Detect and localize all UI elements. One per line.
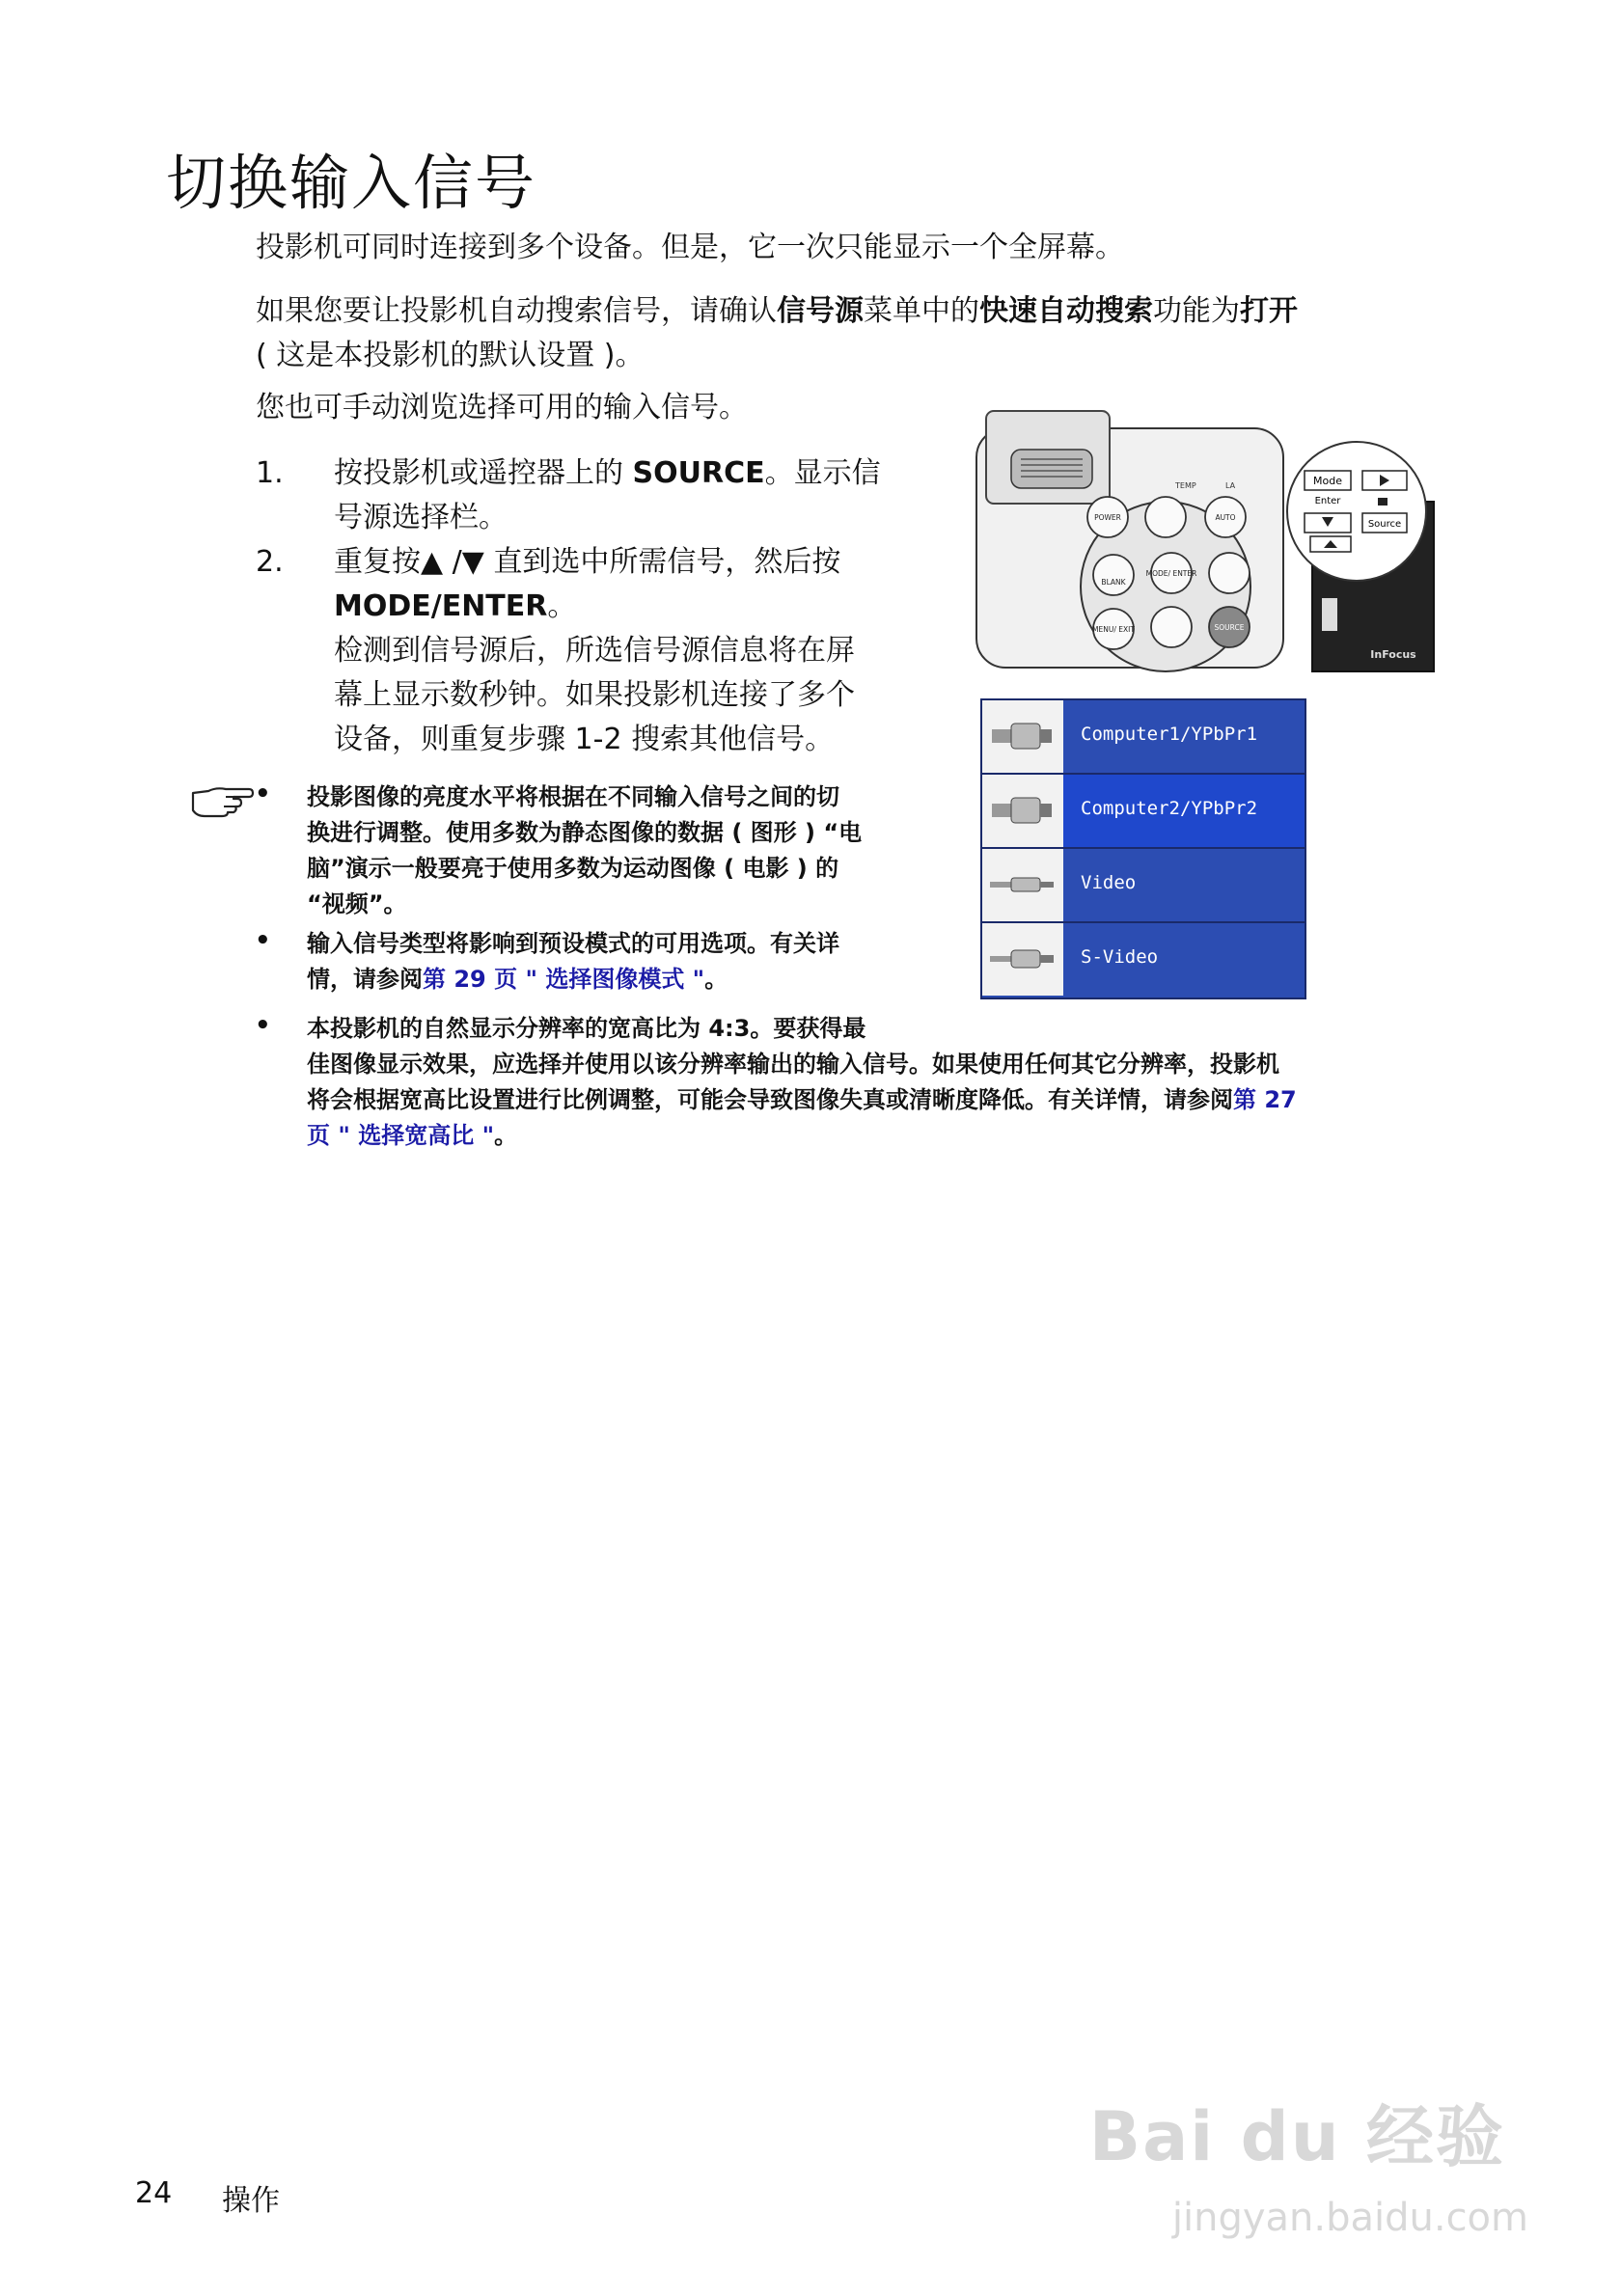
arrow-up-icon: ▲ — [421, 545, 444, 579]
arrow-down-icon: ▼ — [461, 545, 484, 579]
step-2-line-1: 重复按▲ /▼ 直到选中所需信号，然后按 — [334, 545, 841, 579]
auto-search-line-1: 如果您要让投影机自动搜索信号，请确认信号源菜单中的快速自动搜索功能为打开 — [256, 294, 1298, 328]
source-zoom-label: Source — [1367, 519, 1402, 530]
projector-control-panel-figure — [973, 405, 1455, 675]
step-1-line-1: 按投影机或遥控器上的 SOURCE。显示信 — [334, 456, 881, 490]
source-item-computer2[interactable]: Computer2/YPbPr2 — [982, 775, 1305, 849]
lamp-label: LA — [1225, 481, 1236, 490]
step-1-text — [334, 451, 951, 540]
note-1-bullet: • — [255, 779, 271, 808]
aspect-ratio-link-part-1[interactable]: 第 27 — [1233, 1086, 1297, 1113]
image-mode-link[interactable]: 第 29 页 " 选择图像模式 " — [423, 966, 705, 993]
vga-connector-icon — [982, 775, 1063, 847]
note-3-line-4: 页 " 选择宽高比 "。 — [307, 1122, 518, 1149]
note-3-line-1: 本投影机的自然显示分辨率的宽高比为 4:3。要获得最 — [307, 1015, 866, 1042]
step-2-line-2: MODE/ENTER。 — [334, 589, 577, 623]
remote-brand-label: InFocus — [1370, 648, 1416, 661]
note-3-line-2: 佳图像显示效果，应选择并使用以该分辨率输出的输入信号。如果使用任何其它分辨率，投影机 — [307, 1051, 1279, 1078]
auto-search-line-2: ( 这是本投影机的默认设置 )。 — [256, 339, 645, 372]
page-title: 切换输入信号 — [166, 148, 537, 218]
intro-paragraph: 投影机可同时连接到多个设备。但是，它一次只能显示一个全屏幕。 — [256, 231, 1124, 264]
note-2-line-2: 情，请参阅第 29 页 " 选择图像模式 "。 — [307, 966, 728, 993]
note-1-line-2: 换进行调整。使用多数为静态图像的数据 ( 图形 ) “电 — [307, 819, 863, 846]
step-2-detail-1: 检测到信号源后，所选信号源信息将在屏 — [334, 634, 855, 668]
step-2-number: 2. — [256, 545, 284, 579]
power-button-label: POWER — [1094, 513, 1121, 522]
page-number: 24 — [135, 2176, 173, 2210]
note-3-bullet: • — [255, 1011, 271, 1040]
source-item-video[interactable]: Video — [982, 849, 1305, 923]
step-1-number: 1. — [256, 456, 284, 490]
on-term: 打开 — [1240, 294, 1298, 328]
source-button-label: SOURCE — [1214, 623, 1245, 632]
menu-exit-button-label: MENU/ EXIT — [1092, 625, 1135, 634]
s-video-connector-icon — [982, 923, 1063, 996]
enter-zoom-label: Enter — [1314, 496, 1341, 506]
temp-label: TEMP — [1175, 481, 1196, 490]
source-menu-term: 信号源 — [777, 294, 864, 328]
auto-button-label: AUTO — [1215, 513, 1236, 522]
pointing-hand-icon — [189, 783, 255, 818]
note-1-line-4: “视频”。 — [307, 890, 407, 917]
source-selection-menu — [980, 698, 1306, 999]
mode-enter-button-label: MODE/ ENTER — [1145, 569, 1197, 578]
note-3-line-3: 将会根据宽高比设置进行比例调整，可能会导致图像失真或清晰度降低。有关详情，请参阅第 27 — [307, 1086, 1297, 1113]
mode-zoom-label: Mode — [1313, 475, 1342, 487]
section-name: 操作 — [222, 2184, 280, 2218]
vga-connector-icon — [982, 700, 1063, 773]
step-2-text — [334, 540, 951, 762]
step-2-detail-2: 幕上显示数秒钟。如果投影机连接了多个 — [334, 678, 855, 712]
note-2-line-1: 输入信号类型将影响到预设模式的可用选项。有关详 — [307, 930, 839, 957]
baidu-watermark: Bai du 经验 — [1088, 2097, 1505, 2176]
note-1-line-1: 投影图像的亮度水平将根据在不同输入信号之间的切 — [307, 783, 839, 810]
note-1 — [307, 779, 963, 922]
source-item-s-video[interactable]: S-Video — [982, 923, 1305, 996]
step-1-line-2: 号源选择栏。 — [334, 501, 508, 534]
aspect-ratio-link-part-2[interactable]: 页 " 选择宽高比 " — [307, 1122, 495, 1149]
note-2-bullet: • — [255, 926, 271, 955]
quick-auto-search-term: 快速自动搜索 — [979, 294, 1153, 328]
baidu-watermark-url: jingyan.baidu.com — [1171, 2196, 1528, 2240]
note-3 — [307, 1011, 1503, 1154]
composite-connector-icon — [982, 849, 1063, 921]
auto-search-paragraph — [256, 289, 1471, 378]
note-1-line-3: 脑”演示一般要亮于使用多数为运动图像 ( 电影 ) 的 — [307, 855, 839, 882]
source-item-computer1[interactable]: Computer1/YPbPr1 — [982, 700, 1305, 775]
blank-button-label: BLANK — [1101, 578, 1126, 587]
manual-browse-paragraph: 您也可手动浏览选择可用的输入信号。 — [256, 391, 748, 424]
step-2-detail-3: 设备，则重复步骤 1-2 搜索其他信号。 — [334, 723, 835, 756]
source-key-term: SOURCE — [632, 456, 765, 490]
mode-enter-term: MODE/ENTER — [334, 589, 548, 623]
note-2 — [307, 926, 963, 998]
